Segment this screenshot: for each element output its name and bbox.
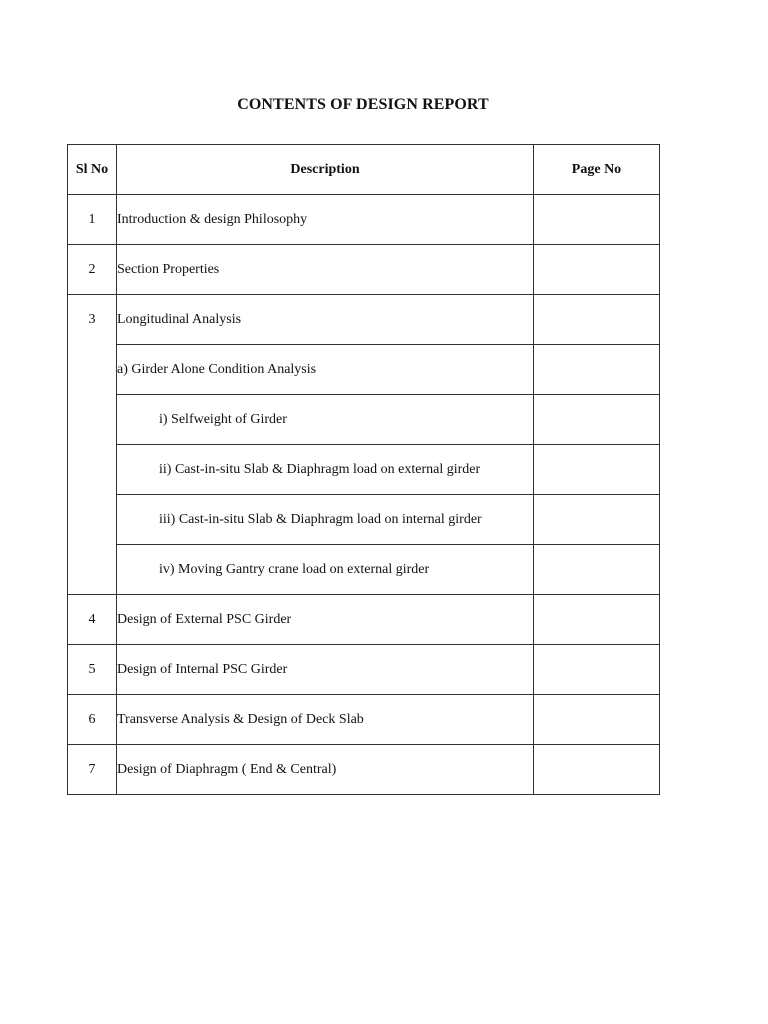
table-row: [68, 745, 660, 795]
table-row: [68, 645, 660, 695]
row-sl-number: 7: [68, 745, 117, 795]
table-row: [68, 295, 660, 345]
row-page-number: [534, 245, 660, 295]
header-sl-no: Sl No: [68, 145, 117, 195]
row-page-number: [534, 695, 660, 745]
row-page-number: [534, 395, 660, 445]
row-description: Introduction & design Philosophy: [117, 195, 534, 245]
row-page-number: [534, 195, 660, 245]
table-row: [68, 545, 660, 595]
row-sl-number: 5: [68, 645, 117, 695]
table-row: [68, 345, 660, 395]
row-page-number: [534, 345, 660, 395]
row-description: Design of External PSC Girder: [117, 595, 534, 645]
row-page-number: [534, 595, 660, 645]
table-row: [68, 195, 660, 245]
row-page-number: [534, 545, 660, 595]
row-description: a) Girder Alone Condition Analysis: [117, 345, 534, 395]
header-page-no: Page No: [534, 145, 660, 195]
row-description: Design of Internal PSC Girder: [117, 645, 534, 695]
header-description: Description: [117, 145, 534, 195]
table-row: [68, 445, 660, 495]
table-row: [68, 245, 660, 295]
report-title: CONTENTS OF DESIGN REPORT: [237, 96, 489, 113]
row-page-number: [534, 745, 660, 795]
row-description: iv) Moving Gantry crane load on external girder: [117, 545, 534, 595]
table-row: [68, 595, 660, 645]
row-description: Section Properties: [117, 245, 534, 295]
table-row: [68, 395, 660, 445]
row-sl-number: 1: [68, 195, 117, 245]
row-sl-number: 3: [68, 295, 117, 595]
row-page-number: [534, 295, 660, 345]
row-sl-number: 2: [68, 245, 117, 295]
row-page-number: [534, 645, 660, 695]
table-row: [68, 695, 660, 745]
row-description: i) Selfweight of Girder: [117, 395, 534, 445]
row-description: Transverse Analysis & Design of Deck Slab: [117, 695, 534, 745]
table-row: [68, 495, 660, 545]
row-page-number: [534, 445, 660, 495]
row-page-number: [534, 495, 660, 545]
row-sl-number: 6: [68, 695, 117, 745]
row-description: iii) Cast-in-situ Slab & Diaphragm load on internal girder: [117, 495, 534, 545]
row-sl-number: 4: [68, 595, 117, 645]
table-header-row: [68, 145, 660, 195]
contents-table: [67, 144, 660, 795]
row-description: Design of Diaphragm ( End & Central): [117, 745, 534, 795]
row-description: ii) Cast-in-situ Slab & Diaphragm load on external girder: [117, 445, 534, 495]
row-description: Longitudinal Analysis: [117, 295, 534, 345]
